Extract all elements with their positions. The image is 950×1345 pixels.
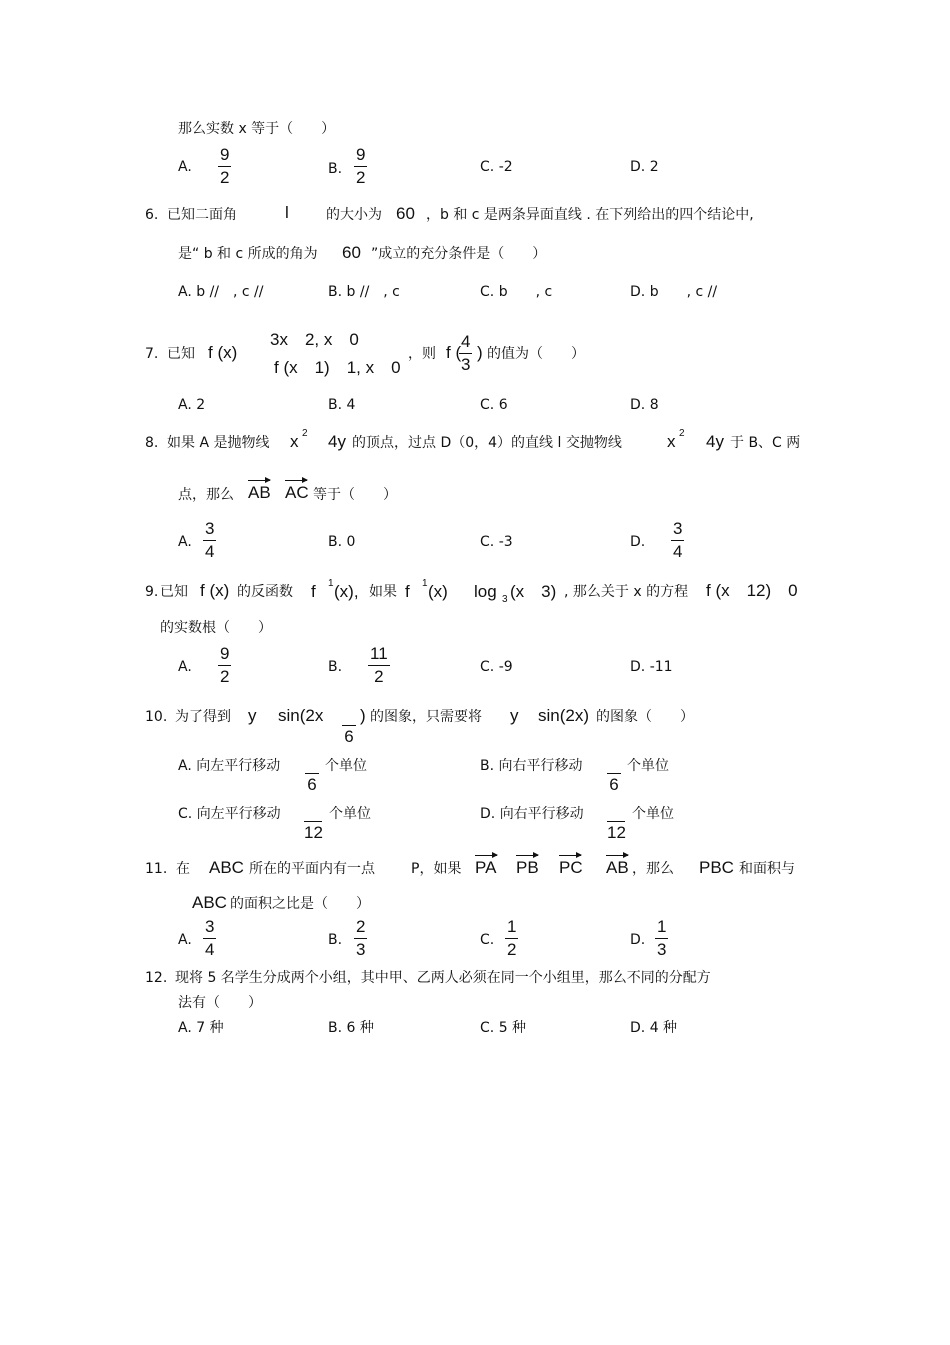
- q6-line2-60: 60: [342, 243, 361, 262]
- q9-inverse-exponent-2: 1: [422, 578, 428, 589]
- q6-angle-60: 60: [396, 204, 415, 223]
- q9-log: log: [474, 582, 497, 601]
- q8-option-d-fraction: 3 4: [673, 519, 683, 561]
- q11-option-b-letter: B.: [328, 932, 343, 948]
- q10-close-paren: ): [360, 706, 366, 725]
- q12-number: 12.: [145, 970, 168, 986]
- q10-sin2: sin(2x): [538, 706, 590, 725]
- q8-x2: x: [667, 432, 676, 451]
- q7-option-c: C. 6: [480, 397, 508, 413]
- q8-exponent-2: 2: [679, 428, 685, 439]
- q9-option-d: D. -11: [630, 659, 673, 675]
- q7-f-open: f (: [446, 343, 462, 362]
- q11-option-a-fraction: 3 4: [205, 917, 215, 959]
- q9-equation: f (x 12) 0: [706, 581, 798, 600]
- q9-finv-2: f: [405, 582, 410, 601]
- q11-vector-pc-arrow: [559, 855, 581, 856]
- q8-option-b: B. 0: [328, 534, 356, 550]
- q8-4y-2: 4y: [706, 432, 724, 451]
- q7-text-c: 的值为（ ）: [487, 346, 585, 362]
- q5-option-d: D. 2: [630, 159, 659, 175]
- q8-text-a: 如果 A 是抛物线: [167, 435, 270, 451]
- q10-option-d-unit: 个单位: [632, 806, 674, 822]
- q12-option-a: A. 7 种: [178, 1020, 224, 1036]
- q11-text-c: ，那么: [632, 861, 674, 877]
- q8-vector-ab-arrow: [248, 480, 270, 481]
- q10-y2: y: [510, 706, 519, 725]
- q10-text-c: 的图象（ ）: [596, 709, 694, 725]
- q9-line2: 的实数根（ ）: [160, 620, 272, 636]
- q6-option-b: B. b // , c: [328, 284, 400, 300]
- q11-option-a-letter: A.: [178, 932, 192, 948]
- q10-text-b: 的图象，只需要将: [370, 709, 482, 725]
- q10-option-c-fraction: 12: [304, 823, 323, 842]
- q11-triangle-pbc: PBC: [699, 858, 734, 877]
- q10-option-c: C. 向左平行移动: [178, 806, 281, 822]
- q11-triangle-abc-2: ABC: [192, 893, 227, 912]
- q11-number: 11.: [145, 861, 168, 877]
- q11-option-d-fraction: 1 3: [657, 917, 667, 959]
- q8-vector-ac-arrow: [285, 480, 307, 481]
- q6-option-c: C. b , c: [480, 284, 553, 300]
- q11-vector-pa-arrow: [475, 855, 497, 856]
- q8-vector-ab: AB: [248, 483, 271, 502]
- q8-text-d: 点，那么: [178, 487, 234, 503]
- q8-vector-ac: AC: [285, 483, 309, 502]
- q5-option-a-fraction: 9 2: [220, 145, 230, 187]
- q5-stem: 那么实数 x 等于（ ）: [178, 121, 336, 137]
- q10-option-b-unit: 个单位: [627, 758, 669, 774]
- q5-option-a-letter: A.: [178, 159, 192, 175]
- q10-option-b-fraction: 6: [607, 752, 621, 795]
- q11-vector-pb-arrow: [516, 855, 538, 856]
- q9-finv: f: [311, 582, 316, 601]
- q9-finv-x: (x),: [334, 582, 359, 601]
- q8-number: 8.: [145, 435, 159, 451]
- q12-option-d: D. 4 种: [630, 1020, 678, 1036]
- q9-number: 9.: [145, 584, 159, 600]
- q10-option-a: A. 向左平行移动: [178, 758, 281, 774]
- q5-option-b-letter: B.: [328, 161, 343, 177]
- q11-option-b-fraction: 2 3: [356, 917, 366, 959]
- q7-text-a: 已知: [167, 346, 195, 362]
- q6-option-a: A. b // , c //: [178, 284, 264, 300]
- q10-y: y: [248, 706, 257, 725]
- q9-text-a: 已知: [160, 584, 188, 600]
- q10-option-d-fraction: 12: [607, 823, 626, 842]
- q11-triangle-abc: ABC: [209, 858, 244, 877]
- q8-option-a-letter: A.: [178, 534, 192, 550]
- q8-option-a-fraction: 3 4: [205, 519, 215, 561]
- q7-piece-2: f (x 1) 1, x 0: [274, 358, 401, 377]
- q7-fraction: 4 3: [461, 332, 471, 374]
- q11-vector-pc: PC: [559, 858, 583, 877]
- q6-text-2: 的大小为: [326, 207, 382, 223]
- q11-text-p: P，如果: [411, 861, 462, 877]
- q5-option-c: C. -2: [480, 159, 513, 175]
- q11-text-a: 在: [176, 861, 190, 877]
- q9-text-c: 如果: [369, 584, 397, 600]
- q11-option-c-letter: C.: [480, 932, 495, 948]
- q8-4y-1: 4y: [328, 432, 346, 451]
- q8-text-c: 于 B、C 两: [730, 435, 801, 451]
- q8-text-e: 等于（ ）: [313, 487, 397, 503]
- q11-vector-ab: AB: [606, 858, 629, 877]
- q9-fx: f (x): [200, 581, 230, 600]
- q7-piece-1: 3x 2, x 0: [270, 330, 359, 349]
- q7-option-a: A. 2: [178, 397, 206, 413]
- q12-option-b: B. 6 种: [328, 1020, 374, 1036]
- q11-option-c-fraction: 1 2: [507, 917, 517, 959]
- q6-line2-c: ”成立的充分条件是（ ）: [371, 246, 547, 262]
- q7-option-b: B. 4: [328, 397, 356, 413]
- q7-number: 7.: [145, 346, 159, 362]
- q11-option-d-letter: D.: [630, 932, 646, 948]
- q9-text-d: , 那么关于 x 的方程: [564, 584, 689, 600]
- q10-sin: sin(2x: [278, 706, 324, 725]
- q9-log-arg: (x 3): [510, 582, 557, 601]
- q8-exponent-1: 2: [302, 428, 308, 439]
- q9-text-b: 的反函数: [237, 584, 293, 600]
- q7-fx: f (x): [208, 343, 238, 362]
- q11-text-b: 所在的平面内有一点: [249, 861, 375, 877]
- q10-option-a-unit: 个单位: [325, 758, 367, 774]
- q10-text-a: 为了得到: [175, 709, 231, 725]
- q6-text-3: ，b 和 c 是两条异面直线 . 在下列给出的四个结论中,: [426, 207, 754, 223]
- q8-option-c: C. -3: [480, 534, 513, 550]
- q8-text-b: 的顶点，过点 D（0，4）的直线 l 交抛物线: [352, 435, 622, 451]
- q10-number: 10.: [145, 709, 168, 725]
- q6-option-d: D. b , c //: [630, 284, 718, 300]
- q9-inverse-exponent-1: 1: [328, 578, 334, 589]
- q12-option-c: C. 5 种: [480, 1020, 527, 1036]
- q6-line2-a: 是“ b 和 c 所成的角为: [178, 246, 318, 262]
- q11-text-d: 和面积与: [739, 861, 795, 877]
- q7-f-close: ): [477, 343, 483, 362]
- q9-option-a-letter: A.: [178, 659, 192, 675]
- q11-text-e: 的面积之比是（ ）: [230, 896, 370, 912]
- q11-vector-pa: PA: [475, 858, 497, 877]
- q8-x1: x: [290, 432, 299, 451]
- q9-option-b-letter: B.: [328, 659, 343, 675]
- q11-vector-ab-arrow: [606, 855, 628, 856]
- q10-option-d: D. 向右平行移动: [480, 806, 584, 822]
- q9-option-b-fraction: 11 2: [370, 644, 388, 686]
- q9-option-c: C. -9: [480, 659, 513, 675]
- q10-option-a-fraction: 6: [305, 752, 319, 795]
- q7-text-b: ，则: [408, 346, 436, 362]
- q10-option-c-unit: 个单位: [329, 806, 371, 822]
- q9-log-base: 3: [502, 594, 508, 605]
- q10-fraction: 6: [342, 704, 356, 747]
- q6-number: 6.: [145, 207, 159, 223]
- q10-option-b: B. 向右平行移动: [480, 758, 583, 774]
- q6-text-1: 已知二面角: [167, 207, 237, 223]
- q5-option-b-fraction: 9 2: [356, 145, 366, 187]
- q9-finv-2-x: (x): [428, 582, 448, 601]
- q6-symbol-l: l: [285, 203, 289, 222]
- q7-option-d: D. 8: [630, 397, 659, 413]
- q8-option-d-letter: D.: [630, 534, 646, 550]
- q12-line1: 现将 5 名学生分成两个小组，其中甲、乙两人必须在同一个小组里，那么不同的分配方: [175, 970, 711, 986]
- q12-line2: 法有（ ）: [178, 995, 262, 1011]
- q11-vector-pb: PB: [516, 858, 539, 877]
- q9-option-a-fraction: 9 2: [220, 644, 230, 686]
